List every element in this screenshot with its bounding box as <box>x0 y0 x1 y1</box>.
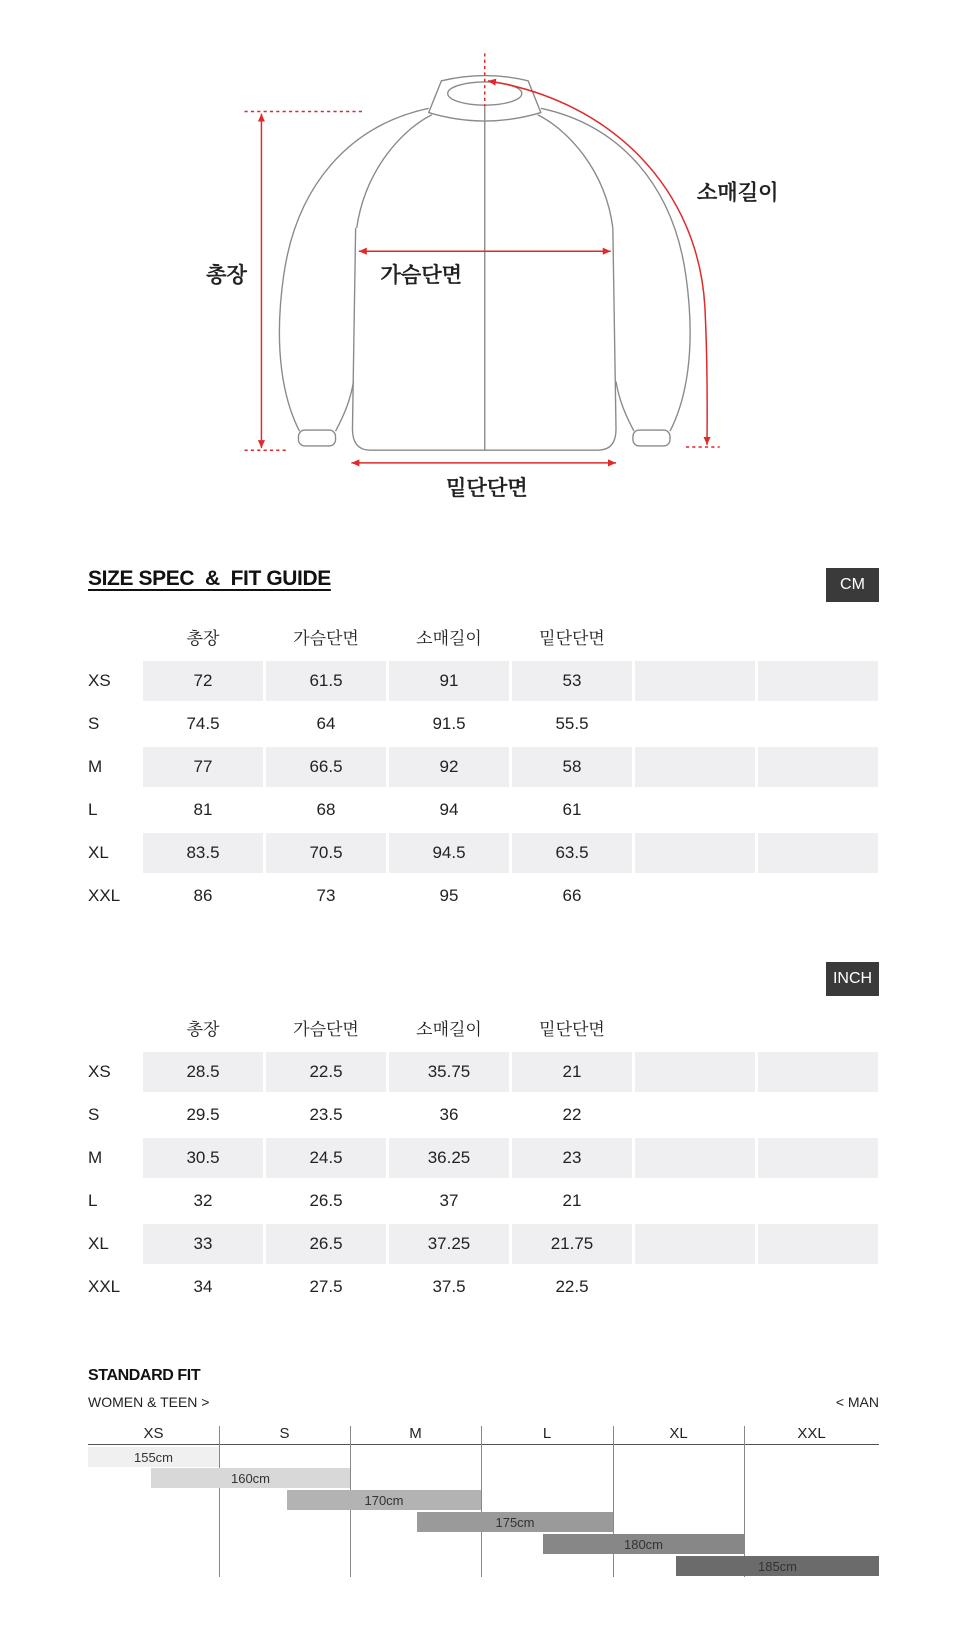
table-cell-empty <box>758 876 878 916</box>
unit-badge-cm: CM <box>826 568 879 602</box>
height-range-bar: 185cm <box>676 1556 879 1576</box>
row-size-label: XXL <box>88 1277 121 1296</box>
table-cell: 22.5 <box>555 1277 589 1296</box>
table-cell: 66 <box>562 886 582 905</box>
row-size-label: S <box>88 1105 100 1124</box>
left-sleeve-inner <box>336 381 354 431</box>
row-size-label: L <box>88 1191 98 1210</box>
table-row <box>88 790 879 830</box>
table-cell-empty <box>635 833 755 873</box>
table-cell-empty <box>635 1052 755 1092</box>
height-range-bar: 160cm <box>151 1468 350 1488</box>
fit-size-label: M <box>409 1424 422 1442</box>
table-cell-empty <box>635 1224 755 1264</box>
label-total-length: 총장 <box>206 262 247 288</box>
table-cell-empty <box>758 1224 878 1264</box>
table-cell: 33 <box>143 1224 263 1264</box>
height-range-bar: 155cm <box>88 1447 219 1467</box>
table-row <box>88 747 879 787</box>
table-cell-empty <box>635 1267 755 1307</box>
table-row <box>88 704 879 744</box>
table-cell-empty <box>758 704 878 744</box>
table-cell: 53 <box>512 661 632 701</box>
table-cell: 26.5 <box>266 1224 386 1264</box>
row-size-label: S <box>88 714 100 733</box>
table-cell: 32 <box>193 1191 213 1210</box>
table-row <box>88 1224 879 1264</box>
column-header: 총장 <box>186 628 220 648</box>
table-row <box>88 1138 879 1178</box>
left-raglan-seam <box>357 115 432 228</box>
table-cell: 21 <box>512 1052 632 1092</box>
table-cell-empty <box>758 661 878 701</box>
table-row <box>88 1267 879 1307</box>
table-cell: 91 <box>389 661 509 701</box>
table-cell: 64 <box>316 714 336 733</box>
table-cell-empty <box>635 790 755 830</box>
table-cell: 35.75 <box>389 1052 509 1092</box>
row-size-label: XXL <box>88 886 121 905</box>
table-cell: 29.5 <box>186 1105 220 1124</box>
table-cell: 26.5 <box>309 1191 343 1210</box>
fit-size-label: XS <box>143 1424 164 1442</box>
height-range-bar: 175cm <box>417 1512 613 1532</box>
fit-column-divider <box>219 1426 220 1577</box>
column-header: 소매길이 <box>416 1019 482 1039</box>
fit-column-divider <box>481 1426 482 1577</box>
table-row <box>88 661 879 701</box>
table-cell: 28.5 <box>143 1052 263 1092</box>
man-label: < MAN <box>835 1394 879 1410</box>
table-cell: 74.5 <box>186 714 220 733</box>
table-cell: 94 <box>439 800 459 819</box>
table-cell: 77 <box>143 747 263 787</box>
table-cell-empty <box>635 1095 755 1135</box>
row-size-label: XL <box>88 843 109 862</box>
header-spacer <box>88 1009 140 1045</box>
table-cell: 86 <box>193 886 213 905</box>
table-cell: 34 <box>193 1277 213 1296</box>
row-size-label: M <box>88 757 103 776</box>
header-spacer <box>88 618 140 654</box>
table-cell: 94.5 <box>389 833 509 873</box>
table-cell-empty <box>635 1181 755 1221</box>
column-header: 소매길이 <box>416 628 482 648</box>
right-sleeve-inner <box>616 381 634 431</box>
size-spec-title: SIZE SPEC & FIT GUIDE <box>88 567 331 590</box>
table-cell: 30.5 <box>143 1138 263 1178</box>
women-teen-label: WOMEN & TEEN > <box>88 1394 210 1410</box>
table-cell-empty <box>758 1052 878 1092</box>
column-header-empty <box>635 1009 755 1045</box>
table-cell: 72 <box>143 661 263 701</box>
table-cell: 37.5 <box>432 1277 466 1296</box>
table-row <box>88 833 879 873</box>
table-cell: 81 <box>193 800 213 819</box>
column-header: 가슴단면 <box>293 1019 359 1039</box>
right-cuff <box>633 430 670 446</box>
jacket-measurement-diagram <box>0 0 960 530</box>
height-range-bar: 180cm <box>543 1534 744 1554</box>
table-cell: 73 <box>316 886 336 905</box>
table-cell-empty <box>758 1138 878 1178</box>
column-header: 가슴단면 <box>293 628 359 648</box>
table-cell-empty <box>635 876 755 916</box>
right-raglan-seam <box>538 115 613 228</box>
table-cell: 23 <box>512 1138 632 1178</box>
fit-column-divider <box>613 1426 614 1577</box>
column-header-empty <box>758 618 878 654</box>
table-cell: 92 <box>389 747 509 787</box>
table-cell: 66.5 <box>266 747 386 787</box>
table-row <box>88 1181 879 1221</box>
column-header: 총장 <box>186 1019 220 1039</box>
table-cell: 61 <box>562 800 582 819</box>
table-cell: 22.5 <box>266 1052 386 1092</box>
table-cell: 55.5 <box>555 714 589 733</box>
left-cuff <box>298 430 335 446</box>
table-row <box>88 1052 879 1092</box>
table-cell: 68 <box>316 800 336 819</box>
column-header: 밑단단면 <box>539 1019 605 1039</box>
table-cell: 70.5 <box>266 833 386 873</box>
sleeve-length-arrow <box>488 81 707 445</box>
label-chest-width: 가슴단면 <box>380 262 463 288</box>
table-cell-empty <box>758 1095 878 1135</box>
fit-size-label: L <box>542 1424 552 1442</box>
row-size-label: XS <box>88 1062 111 1081</box>
row-size-label: XS <box>88 671 111 690</box>
fit-guide-divider <box>88 1444 879 1445</box>
table-cell-empty <box>758 833 878 873</box>
fit-guide-chart <box>88 1420 879 1577</box>
table-row <box>88 1095 879 1135</box>
row-size-label: M <box>88 1148 103 1167</box>
column-header-empty <box>635 618 755 654</box>
column-header-empty <box>758 1009 878 1045</box>
table-cell: 58 <box>512 747 632 787</box>
table-cell: 91.5 <box>432 714 466 733</box>
table-cell-empty <box>758 1181 878 1221</box>
size-table-inch <box>88 1009 879 1310</box>
row-size-label: L <box>88 800 98 819</box>
label-sleeve-length: 소매길이 <box>696 179 779 205</box>
table-cell: 37.25 <box>389 1224 509 1264</box>
table-cell: 36 <box>439 1105 459 1124</box>
fit-column-divider <box>744 1426 745 1577</box>
table-cell: 83.5 <box>143 833 263 873</box>
table-cell: 23.5 <box>309 1105 343 1124</box>
fit-size-label: XL <box>669 1424 688 1442</box>
size-table-cm <box>88 618 879 919</box>
table-cell: 27.5 <box>309 1277 343 1296</box>
table-cell: 63.5 <box>512 833 632 873</box>
table-header-row <box>88 618 879 654</box>
table-cell: 24.5 <box>266 1138 386 1178</box>
table-cell: 21.75 <box>512 1224 632 1264</box>
table-cell-empty <box>758 747 878 787</box>
height-range-bar: 170cm <box>287 1490 481 1510</box>
standard-fit-title: STANDARD FIT <box>88 1367 201 1384</box>
row-size-label: XL <box>88 1234 109 1253</box>
table-cell: 95 <box>439 886 459 905</box>
table-cell-empty <box>758 1267 878 1307</box>
table-cell: 22 <box>562 1105 582 1124</box>
table-cell: 37 <box>439 1191 459 1210</box>
table-cell-empty <box>635 704 755 744</box>
table-cell-empty <box>758 790 878 830</box>
unit-badge-inch: INCH <box>826 962 879 996</box>
table-row <box>88 876 879 916</box>
table-cell-empty <box>635 661 755 701</box>
label-hem-width: 밑단단면 <box>446 474 528 500</box>
table-cell: 61.5 <box>266 661 386 701</box>
table-cell: 21 <box>562 1191 582 1210</box>
table-cell-empty <box>635 1138 755 1178</box>
table-cell-empty <box>635 747 755 787</box>
column-header: 밑단단면 <box>539 628 605 648</box>
fit-size-label: XXL <box>797 1424 826 1442</box>
fit-size-label: S <box>279 1424 290 1442</box>
table-header-row <box>88 1009 879 1045</box>
table-cell: 36.25 <box>389 1138 509 1178</box>
